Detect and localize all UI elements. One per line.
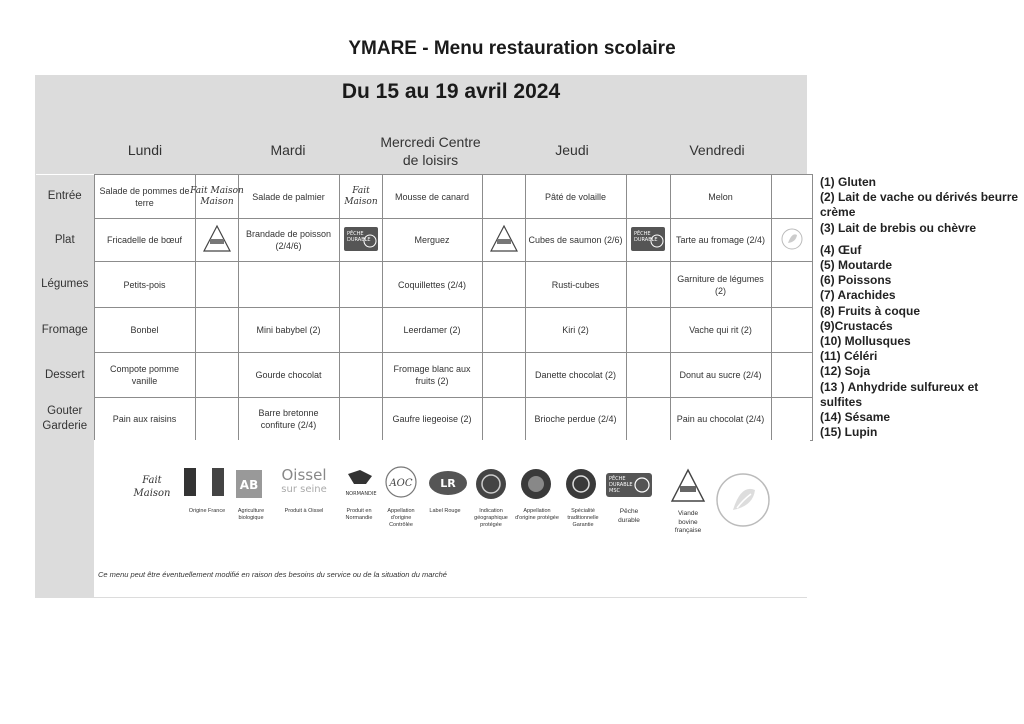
fait-maison-text-2: Maison: [343, 197, 378, 207]
empty-cell: [195, 353, 238, 398]
empty-cell: [626, 353, 670, 398]
allergen-item: (3) Lait de brebis ou chèvre: [820, 220, 977, 235]
empty-cell: [482, 175, 525, 219]
empty-cell: [482, 262, 525, 308]
week-range: Du 15 au 19 avril 2024: [341, 80, 561, 103]
fait-maison-logo: [189, 175, 244, 219]
empty-cell: [339, 398, 382, 441]
empty-cell: [626, 398, 670, 441]
cell-mercredi-plat: Merguez: [382, 219, 482, 262]
cell-mardi-fromage: Mini babybel (2): [238, 308, 339, 353]
cell-jeudi-gouter: Brioche perdue (2/4): [525, 398, 626, 441]
row-gouter: [36, 398, 812, 441]
caption-produit-oissel: Produit à Oissel: [284, 508, 324, 514]
allergen-item: (1) Gluten: [820, 175, 876, 189]
aoc-logo-text: AOC: [389, 478, 413, 489]
allergen-item: (9)Crustacés: [820, 318, 893, 333]
empty-cell: [626, 175, 670, 219]
day-header-jeudi: Jeudi: [555, 142, 589, 158]
row-legumes: [36, 262, 812, 308]
peche-durable-logo: [339, 219, 382, 262]
day-header-vendredi: Vendredi: [689, 142, 745, 158]
oissel-logo-text-1: Oissel: [281, 466, 327, 484]
cell-mercredi-dessert: Fromage blanc aux fruits (2): [382, 353, 482, 398]
cell-mercredi-legumes: Coquillettes (2/4): [382, 262, 482, 308]
viande-bovine-francaise-logo: [195, 219, 238, 262]
cell-mardi-gouter: Barre bretonne confiture (2/4): [238, 398, 339, 441]
empty-cell: [626, 308, 670, 353]
agriculture-biologique-icon: [236, 470, 262, 498]
peche-logo-text-1: PÊCHE: [609, 476, 626, 482]
allergen-item: (5) Moutarde: [820, 258, 892, 273]
row-plat: [36, 219, 812, 262]
viande-bovine-francaise-logo: [482, 219, 525, 262]
caption-origine-france: Origine France: [188, 508, 226, 514]
vegetarien-icon: [715, 472, 771, 528]
caption-stg: Spécialité traditionnelle Garantie: [567, 508, 599, 528]
empty-cell: [195, 262, 238, 308]
igp-icon: [474, 467, 508, 501]
cell-mercredi-fromage: Leerdamer (2): [382, 308, 482, 353]
cell-jeudi-plat: Cubes de saumon (2/6): [525, 219, 626, 262]
allergen-item: (13 ) Anhydride sulfureux et sulfites: [820, 379, 979, 409]
peche-durable-icon: [605, 472, 653, 498]
stg-icon: [564, 467, 598, 501]
cell-lundi-fromage: Bonbel: [94, 308, 195, 353]
row-label-plat: Plat: [36, 219, 94, 262]
cell-vendredi-fromage: Vache qui rit (2): [670, 308, 771, 353]
allergen-item: (2) Lait de vache ou dérivés beurre crème: [820, 190, 1019, 220]
peche-logo-text-3: MSC: [609, 488, 620, 494]
empty-cell: [339, 262, 382, 308]
svg-text:PÊCHE: PÊCHE: [634, 230, 651, 237]
cell-lundi-dessert: Compote pomme vanille: [94, 353, 195, 398]
origine-france-icon: [182, 468, 230, 496]
allergen-item: (10) Mollusques: [820, 334, 911, 349]
empty-cell: [339, 308, 382, 353]
aop-icon: [519, 467, 553, 501]
allergen-item: (12) Soja: [820, 364, 871, 379]
svg-text:Fait: Fait: [142, 475, 162, 486]
footer-note: Ce menu peut être éventuellement modifié en raison des besoins du service ou de la situation du marché: [98, 570, 447, 579]
empty-cell: [771, 175, 812, 219]
cell-jeudi-entree: Pâté de volaille: [525, 175, 626, 219]
allergen-item: (11) Céléri: [820, 349, 878, 364]
empty-cell: [771, 398, 812, 441]
row-dessert: [36, 353, 812, 398]
peche-durable-logo: [626, 219, 670, 262]
cell-jeudi-dessert: Danette chocolat (2): [525, 353, 626, 398]
cell-mardi-entree: Salade de palmier: [238, 175, 339, 219]
cell-vendredi-plat: Tarte au fromage (2/4): [670, 219, 771, 262]
cell-mardi-legumes: [238, 262, 339, 308]
cell-mardi-plat: Brandade de poisson (2/4/6): [238, 219, 339, 262]
allergen-item: (15) Lupin: [820, 425, 878, 440]
caption-agriculture-biologique: Agriculture biologique: [237, 508, 265, 521]
cell-lundi-legumes: Petits-pois: [94, 262, 195, 308]
empty-cell: [482, 308, 525, 353]
normandie-icon: [342, 468, 380, 498]
empty-cell: [771, 353, 812, 398]
row-label-dessert: Dessert: [36, 353, 94, 398]
row-label-legumes: Légumes: [36, 262, 94, 308]
empty-cell: [482, 353, 525, 398]
cell-lundi-gouter: Pain aux raisins: [94, 398, 195, 441]
row-label-gouter: Gouter Garderie: [36, 398, 94, 441]
page-title: YMARE - Menu restauration scolaire: [348, 38, 676, 59]
cell-vendredi-dessert: Donut au sucre (2/4): [670, 353, 771, 398]
allergen-item: (8) Fruits à coque: [820, 303, 921, 318]
fait-maison-text-1: Fait: [351, 186, 370, 196]
day-header-mardi: Mardi: [270, 142, 306, 158]
row-fromage: [36, 308, 812, 353]
allergen-item: (14) Sésame: [820, 410, 891, 425]
day-header-mercredi: Mercredi Centre de loisirs: [380, 134, 481, 168]
cell-lundi-entree: Salade de pommes de terre: [94, 175, 195, 219]
fait-maison-icon: [132, 470, 172, 504]
empty-cell: [482, 398, 525, 441]
empty-cell: [195, 308, 238, 353]
cell-mercredi-gouter: Gaufre liegeoise (2): [382, 398, 482, 441]
oissel-icon: [272, 467, 336, 495]
cell-jeudi-legumes: Rusti-cubes: [525, 262, 626, 308]
caption-label-rouge: Label Rouge: [429, 508, 461, 514]
empty-cell: [195, 398, 238, 441]
aoc-icon: [384, 465, 418, 499]
peche-logo-text-2: DURABLE: [609, 482, 633, 488]
svg-text:DURABLE: DURABLE: [634, 236, 658, 243]
normandie-logo-text: NORMANDIE: [345, 491, 377, 497]
cell-lundi-plat: Fricadelle de bœuf: [94, 219, 195, 262]
label-rouge-icon: [428, 470, 468, 496]
cell-vendredi-entree: Melon: [670, 175, 771, 219]
label-rouge-logo-text: LR: [440, 477, 456, 490]
cell-vendredi-legumes: Garniture de légumes (2): [670, 262, 771, 308]
row-label-fromage: Fromage: [36, 308, 94, 353]
row-entree: [36, 175, 812, 219]
empty-cell: [771, 262, 812, 308]
cell-vendredi-gouter: Pain au chocolat (2/4): [670, 398, 771, 441]
row-label-entree: Entrée: [36, 175, 94, 219]
allergen-item: (6) Poissons: [820, 273, 892, 288]
svg-text:DURABLE: DURABLE: [346, 236, 371, 243]
day-header-lundi: Lundi: [127, 142, 163, 158]
empty-cell: [771, 308, 812, 353]
empty-cell: [339, 353, 382, 398]
allergen-item: (7) Arachides: [820, 288, 896, 303]
fait-maison-logo: [339, 175, 382, 219]
caption-viande-bovine: Viande bovine française: [674, 510, 702, 534]
ab-logo-text: AB: [239, 478, 259, 492]
menu-table: [36, 174, 813, 441]
caption-peche-durable: Pêche durable: [618, 508, 640, 524]
allergen-list: [820, 175, 1020, 440]
cell-jeudi-fromage: Kiri (2): [525, 308, 626, 353]
empty-cell: [626, 262, 670, 308]
caption-aoc: Appellation d'origine Contrôlée: [387, 508, 415, 528]
caption-igp: Indication géographique protégée: [474, 508, 508, 528]
oissel-logo-text-2: sur seine: [281, 484, 327, 495]
fait-maison-text-1: Fait Maison: [189, 186, 244, 196]
viande-bovine-francaise-icon: [670, 468, 706, 504]
cell-mercredi-entree: Mousse de canard: [382, 175, 482, 219]
vegetarien-logo: [771, 219, 812, 262]
caption-aop: Appellation d'origine protégée: [515, 508, 559, 521]
caption-produit-normandie: Produit en Normandie: [345, 508, 373, 521]
fait-maison-text-2: Maison: [199, 197, 234, 207]
svg-text:Maison: Maison: [133, 488, 171, 499]
allergen-item: (4) Œuf: [820, 242, 862, 257]
cell-mardi-dessert: Gourde chocolat: [238, 353, 339, 398]
svg-text:PÊCHE: PÊCHE: [346, 230, 364, 237]
